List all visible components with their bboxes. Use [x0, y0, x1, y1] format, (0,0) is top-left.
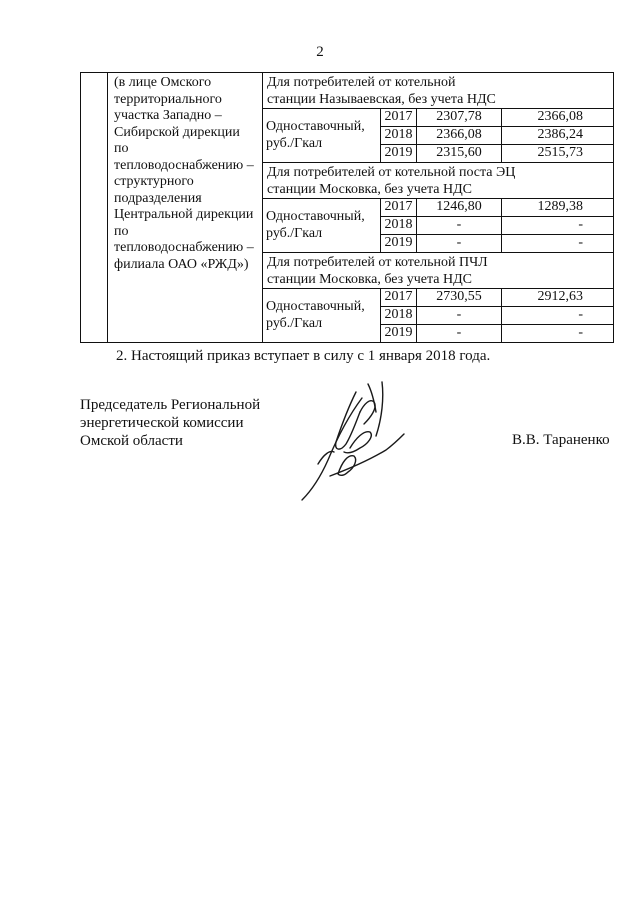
year-cell: 2017: [381, 199, 417, 217]
signer-name: В.В. Тараненко: [512, 432, 610, 448]
signer-title-line: Омской области: [80, 433, 183, 449]
value-cell: -: [417, 307, 502, 325]
year-cell: 2019: [381, 235, 417, 253]
year-cell: 2017: [381, 289, 417, 307]
row-number-cell: [81, 73, 108, 343]
year-cell: 2018: [381, 217, 417, 235]
signer-title: [80, 396, 260, 450]
value-cell: 2307,78: [417, 109, 502, 127]
section-heading-line: Для потребителей от котельной: [267, 75, 456, 90]
tariff-type-line: Одноставочный,: [266, 119, 365, 134]
section-heading: [263, 163, 614, 199]
value-cell: 2366,08: [502, 109, 614, 127]
value-cell: 2315,60: [417, 145, 502, 163]
organization-cell: (в лице Омского территориального участка Западно – Сибирской дирекции по тепловодоснабжению – структурного подразделения Центральной дирекции по тепловодоснабжению – филиала ОАО «РЖД»): [108, 73, 263, 343]
value-cell: -: [502, 325, 614, 343]
value-cell: 2386,24: [502, 127, 614, 145]
section-heading-line: Для потребителей от котельной ПЧЛ: [267, 255, 488, 270]
order-clause: 2. Настоящий приказ вступает в силу с 1 января 2018 года.: [116, 348, 491, 364]
tariff-type-cell: [263, 199, 381, 253]
value-cell: 1289,38: [502, 199, 614, 217]
section-heading-line: станции Называевская, без учета НДС: [267, 92, 496, 107]
tariff-type-line: руб./Гкал: [266, 225, 323, 241]
section-heading: [263, 253, 614, 289]
page-number: 2: [316, 44, 324, 60]
year-cell: 2019: [381, 145, 417, 163]
handwritten-signature: [290, 378, 425, 508]
section-heading: [263, 73, 614, 109]
tariff-type-cell: [263, 289, 381, 343]
value-cell: 2366,08: [417, 127, 502, 145]
signer-title-line: энергетической комиссии: [80, 415, 244, 431]
value-cell: -: [502, 217, 614, 235]
section-heading-row: [81, 73, 614, 109]
tariff-table: [80, 72, 614, 343]
tariff-type-line: руб./Гкал: [266, 315, 323, 331]
value-cell: 2515,73: [502, 145, 614, 163]
year-cell: 2018: [381, 307, 417, 325]
value-cell: -: [417, 217, 502, 235]
tariff-type-line: Одноставочный,: [266, 209, 365, 224]
section-heading-line: Для потребителей от котельной поста ЭЦ: [267, 165, 516, 180]
value-cell: 2912,63: [502, 289, 614, 307]
value-cell: -: [502, 307, 614, 325]
signer-title-line: Председатель Региональной: [80, 397, 261, 413]
value-cell: 2730,55: [417, 289, 502, 307]
year-cell: 2017: [381, 109, 417, 127]
value-cell: -: [417, 235, 502, 253]
tariff-type-line: руб./Гкал: [266, 135, 323, 151]
section-heading-line: станции Московка, без учета НДС: [267, 272, 472, 287]
tariff-type-cell: [263, 109, 381, 163]
year-cell: 2019: [381, 325, 417, 343]
value-cell: -: [502, 235, 614, 253]
tariff-type-line: Одноставочный,: [266, 299, 365, 314]
value-cell: -: [417, 325, 502, 343]
year-cell: 2018: [381, 127, 417, 145]
value-cell: 1246,80: [417, 199, 502, 217]
section-heading-line: станции Московка, без учета НДС: [267, 182, 472, 197]
